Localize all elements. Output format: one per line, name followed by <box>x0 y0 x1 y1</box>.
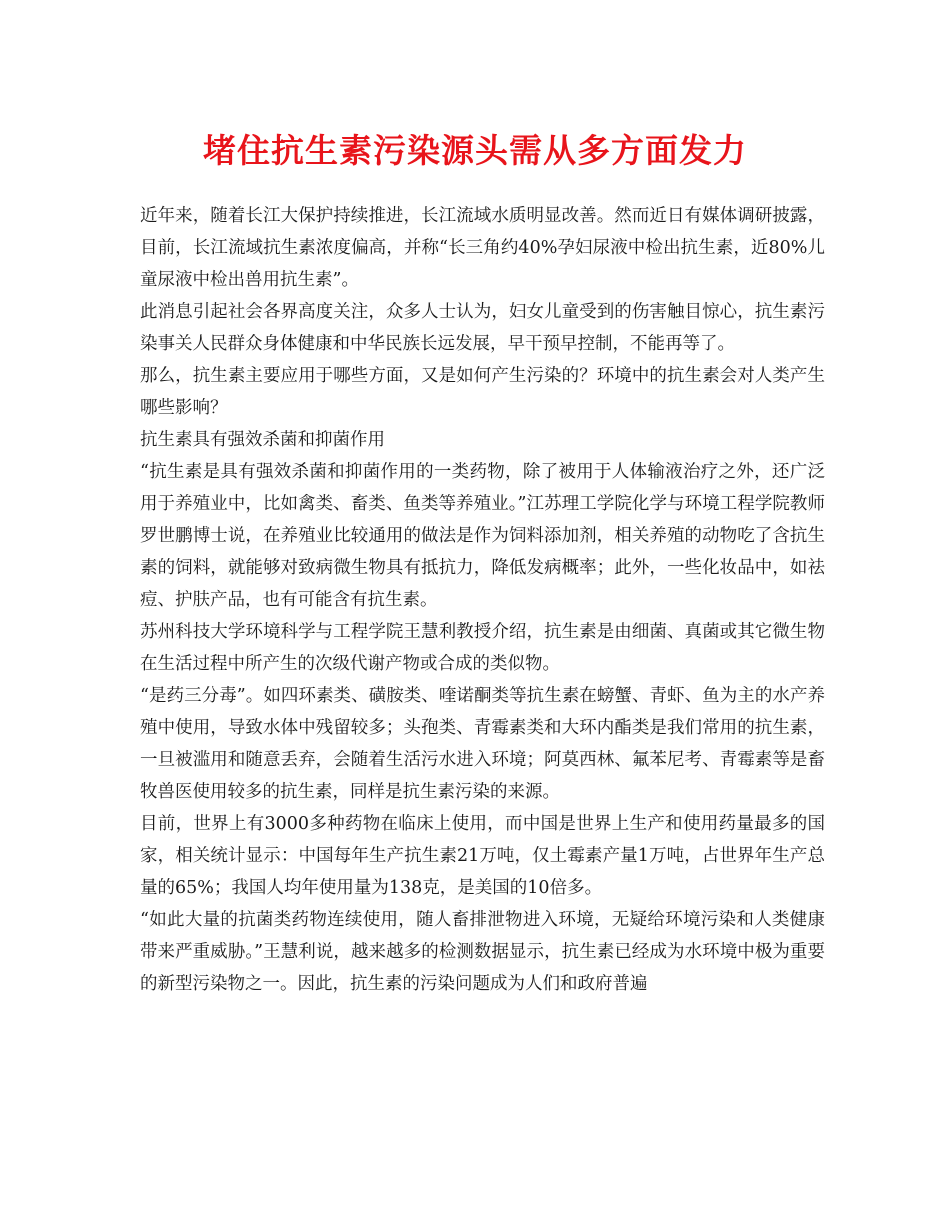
paragraph: 苏州科技大学环境科学与工程学院王慧利教授介绍，抗生素是由细菌、真菌或其它微生物在生活过程中所产生的次级代谢产物或合成的类似物。 <box>140 622 825 674</box>
section-heading: 抗生素具有强效杀菌和抑菌作用 <box>140 430 385 450</box>
paragraph: “如此大量的抗菌类药物连续使用，随人畜排泄物进入环境，无疑给环境污染和人类健康带来严重威胁。”王慧利说，越来越多的检测数据显示，抗生素已经成为水环境中极为重要的新型污染物之一。因此，抗生素的污染问题成为人们和政府普遍 <box>140 910 825 994</box>
paragraph: “抗生素是具有强效杀菌和抑菌作用的一类药物，除了被用于人体输液治疗之外，还广泛用于养殖业中，比如禽类、畜类、鱼类等养殖业。”江苏理工学院化学与环境工程学院教师罗世鹏博士说，在养殖业比较通用的做法是作为饲料添加剂，相关养殖的动物吃了含抗生素的饲料，就能够对致病微生物具有抵抗力，降低发病概率；此外，一些化妆品中，如祛痘、护肤产品，也有可能含有抗生素。 <box>140 462 825 610</box>
paragraph: 目前，世界上有3000多种药物在临床上使用，而中国是世界上生产和使用药量最多的国家，相关统计显示：中国每年生产抗生素21万吨，仅土霉素产量1万吨，占世界年生产总量的65%；我国人均年使用量为138克，是美国的10倍多。 <box>140 814 825 898</box>
paragraph: “是药三分毒”。如四环素类、磺胺类、喹诺酮类等抗生素在螃蟹、青虾、鱼为主的水产养殖中使用，导致水体中残留较多；头孢类、青霉素类和大环内酯类是我们常用的抗生素，一旦被滥用和随意丢弃，会随着生活污水进入环境；阿莫西林、氟苯尼考、青霉素等是畜牧兽医使用较多的抗生素，同样是抗生素污染的来源。 <box>140 686 825 802</box>
paragraph: 近年来，随着长江大保护持续推进，长江流域水质明显改善。然而近日有媒体调研披露，目前，长江流域抗生素浓度偏高，并称“长三角约40%孕妇尿液中检出抗生素，近80%儿童尿液中检出兽用抗生素”。 <box>140 206 825 290</box>
paragraph: 此消息引起社会各界高度关注，众多人士认为，妇女儿童受到的伤害触目惊心，抗生素污染事关人民群众身体健康和中华民族长远发展，早干预早控制，不能再等了。 <box>140 302 825 354</box>
page-title: 堵住抗生素污染源头需从多方面发力 <box>203 131 747 170</box>
paragraph: 那么，抗生素主要应用于哪些方面，又是如何产生污染的？环境中的抗生素会对人类产生哪些影响？ <box>140 366 825 418</box>
article-body <box>140 200 825 1000</box>
